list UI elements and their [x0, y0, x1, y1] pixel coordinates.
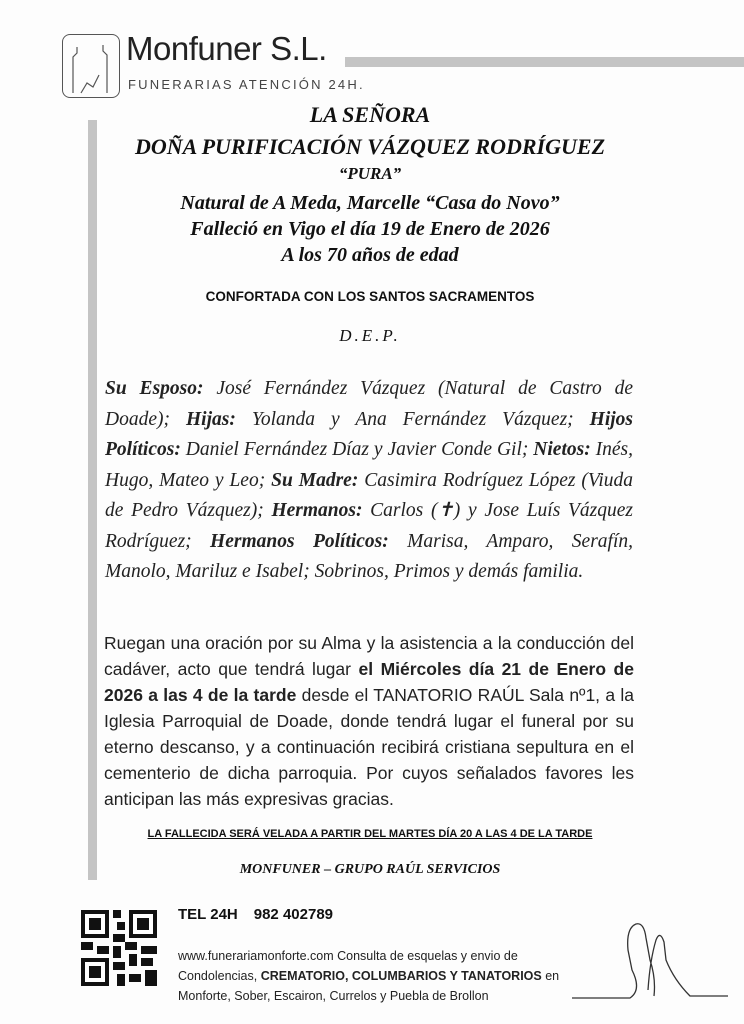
family-text: Daniel Fernández Díaz y Javier Conde Gil; — [180, 439, 534, 460]
family-label: Su Esposo: — [105, 378, 204, 399]
company-logo — [62, 34, 120, 98]
website-link[interactable]: www.funerariamonforte.com — [178, 949, 334, 963]
brand-name: Monfuner S.L. — [126, 30, 327, 67]
family-label: Hermanos: — [271, 500, 363, 521]
family-text: Inés, Hugo, Mateo y Leo; — [105, 439, 633, 491]
footer-services: CREMATORIO, COLUMBARIOS Y TANATORIOS — [260, 969, 542, 983]
family-text: José Fernández Vázquez (Natural de Castro de Doade); — [105, 378, 634, 430]
dep-line: D.E.P. — [339, 326, 401, 345]
ceremony-text: desde el TANATORIO RAÚL Sala nº1, a la Iglesia Parroquial de Doade, donde tendrá lugar el funeral por su eterno descanso, y a continuación recibirá cristiana sepultura en el cementerio de dicha parroquia. Por cuyos señalados favores les anticipan las más expresivas gracias. — [104, 685, 634, 809]
qr-code[interactable] — [81, 910, 157, 986]
family-text: Carlos (✝) y Jose Luís Vázquez Rodríguez; — [105, 500, 633, 552]
family-text: Casimira Rodríguez López (Viuda de Pedro Vázquez); — [105, 469, 633, 521]
family-label: Hijas: — [185, 408, 236, 430]
phone-line — [178, 906, 349, 923]
family-text: Marisa, Amparo, Serafín, Manolo, Mariluz e Isabel; Sobrinos, Primos y demás familia. — [105, 530, 633, 582]
age-info: A los 70 años de edad — [281, 244, 459, 266]
phone-label: TEL 24H — [178, 906, 238, 923]
family-label: Nietos: — [533, 439, 591, 460]
ceremony-paragraph — [104, 630, 634, 812]
brand-tagline: FUNERARIAS ATENCIÓN 24H. — [128, 77, 365, 92]
signature: MONFUNER – GRUPO RAÚL SERVICIOS — [239, 862, 501, 877]
side-divider — [88, 120, 97, 880]
deceased-nickname: “PURA” — [338, 164, 402, 183]
deceased-name: DOÑA PURIFICACIÓN VÁZQUEZ RODRÍGUEZ — [134, 134, 606, 159]
header-divider — [345, 57, 744, 67]
ceremony-text: Ruegan una oración por su Alma y la asistencia a la conducción del cadáver, acto que tendrá lugar — [104, 633, 634, 679]
footer-text: en Monforte, Sober, Escairon, Currelos y Puebla de Brollon — [178, 969, 560, 1003]
family-label: Su Madre: — [271, 469, 359, 491]
family-label: Hermanos Políticos: — [210, 530, 389, 552]
sacraments-line: CONFORTADA CON LOS SANTOS SACRAMENTOS — [205, 289, 535, 304]
ceremony-date: el Miércoles día 21 de Enero de 2026 a las 4 de la tarde — [104, 659, 634, 705]
family-paragraph — [105, 374, 633, 588]
deceased-origin: Natural de A Meda, Marcelle “Casa do Novo” — [180, 192, 560, 214]
death-info: Falleció en Vigo el día 19 de Enero de 2026 — [190, 218, 550, 240]
family-label: Hijos Políticos: — [105, 408, 633, 460]
notice-title: LA SEÑORA — [309, 102, 431, 127]
family-text: Yolanda y Ana Fernández Vázquez; — [235, 408, 590, 430]
footer-text: Consulta de esquelas y envio de Condolencias, — [178, 949, 518, 983]
phone-number[interactable]: 982 402789 — [253, 906, 333, 923]
praying-hands-icon — [570, 920, 730, 1000]
wake-notice: LA FALLECIDA SERÁ VELADA A PARTIR DEL MARTES DÍA 20 A LAS 4 DE LA TARDE — [147, 828, 593, 840]
footer-info — [178, 946, 578, 1006]
